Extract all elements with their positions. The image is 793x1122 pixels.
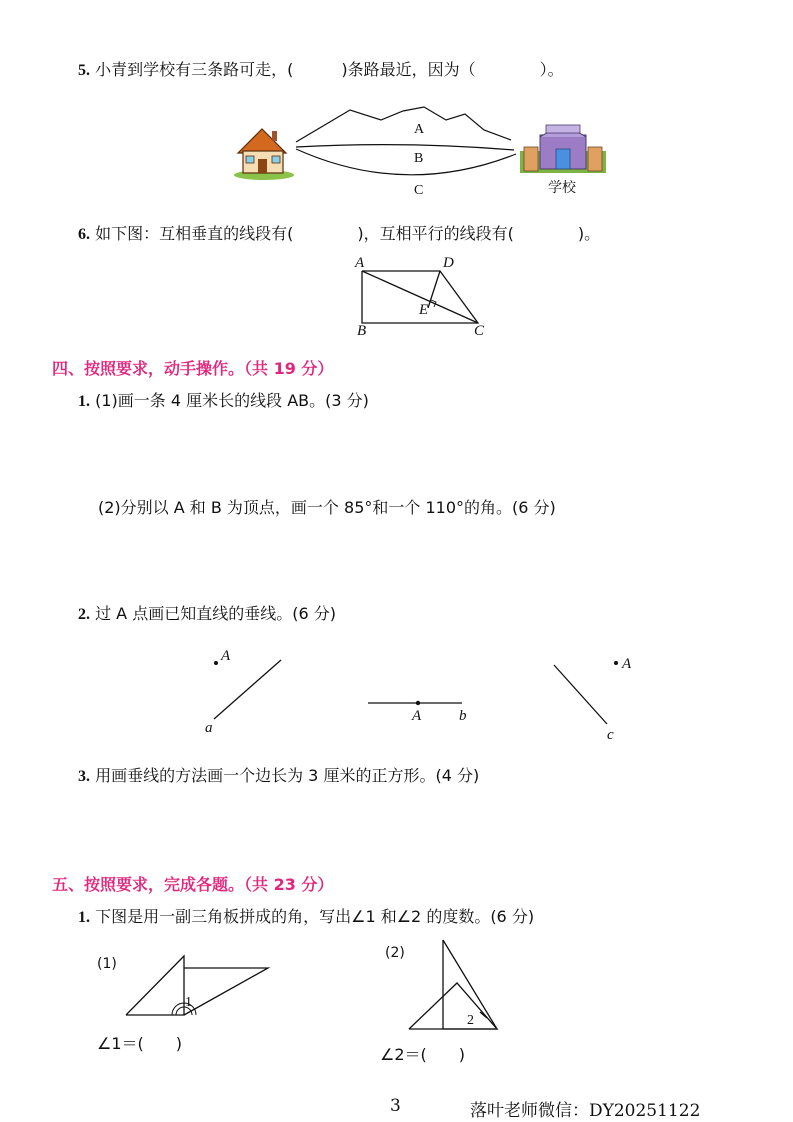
angle-2-answer: ∠2＝( ) (380, 1045, 466, 1064)
point-a-label: A (355, 255, 365, 271)
road-a-label: A (414, 122, 425, 137)
school-label: 学校 (548, 180, 576, 196)
question-text: (1)画一条 4 厘米长的线段 AB。(3 分) (95, 391, 369, 410)
label-a2: A (412, 708, 422, 724)
question-number: 3. (78, 768, 90, 785)
point-c-label: C (474, 323, 485, 339)
road-b-label: B (414, 151, 424, 166)
question-text: 小青到学校有三条路可走，( )条路最近，因为（ ）。 (95, 60, 564, 79)
label-line-c: c (607, 727, 614, 743)
question-number: 6. (78, 226, 90, 243)
point-e-label: E (419, 302, 429, 318)
angle-1-label: 1 (185, 995, 192, 1010)
figure-1-label: (1) (97, 956, 117, 972)
angle-2-label: 2 (467, 1013, 474, 1028)
angle-1-answer: ∠1＝( ) (97, 1034, 183, 1053)
question-text: 下图是用一副三角板拼成的角，写出∠1 和∠2 的度数。(6 分) (95, 907, 535, 926)
section-4-question-1-part-2: (2)分别以 A 和 B 为顶点，画一个 85°和一个 110°的角。(6 分) (98, 498, 556, 517)
question-number: 1. (78, 393, 90, 410)
label-a3: A (622, 656, 632, 672)
point-b-label: B (357, 323, 367, 339)
label-line-b: b (459, 708, 467, 724)
question-number: 5. (78, 62, 90, 79)
label-line-a: a (205, 720, 213, 736)
question-text: 如下图：互相垂直的线段有( )，互相平行的线段有( )。 (95, 224, 601, 243)
point-d-label: D (443, 255, 454, 271)
label-a1: A (221, 648, 231, 664)
section-4-title: 四、按照要求，动手操作。（共 19 分） (52, 359, 334, 378)
figure-2-label: (2) (385, 945, 405, 961)
question-text: 用画垂线的方法画一个边长为 3 厘米的正方形。(4 分) (95, 766, 480, 785)
road-c-label: C (414, 183, 424, 198)
page-number: 3 (390, 1096, 401, 1116)
question-number: 1. (78, 909, 90, 926)
footer-note: 落叶老师微信：DY20251122 (470, 1101, 701, 1121)
question-text: 过 A 点画已知直线的垂线。(6 分) (95, 604, 336, 623)
question-number: 2. (78, 606, 90, 623)
section-5-title: 五、按照要求，完成各题。（共 23 分） (52, 875, 334, 894)
